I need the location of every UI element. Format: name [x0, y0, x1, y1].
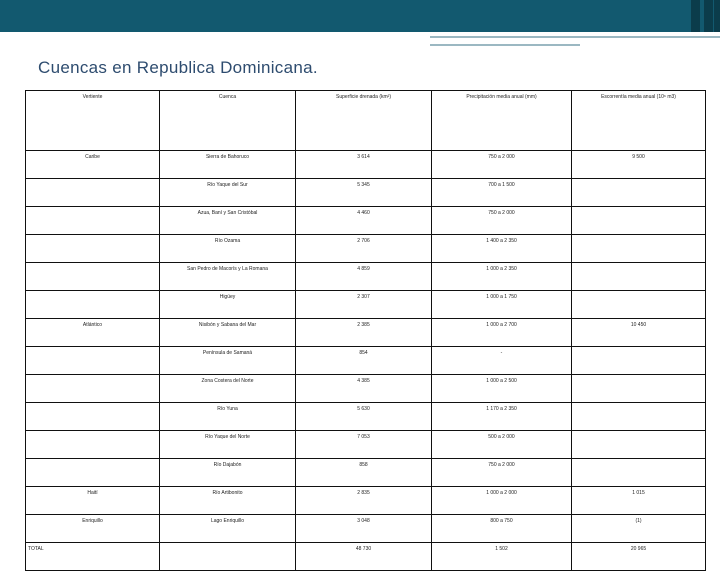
cell-superficie: 3 614: [296, 151, 432, 179]
cell-precipitacion: 1 000 a 1 750: [432, 291, 572, 319]
cell-vertiente: [26, 347, 160, 375]
table-row: [26, 403, 706, 431]
cell-vertiente: Enriquillo: [26, 515, 160, 543]
cell-superficie: 2 385: [296, 319, 432, 347]
cell-cuenca: Río Yaque del Norte: [160, 431, 296, 459]
cell-cuenca: Río Dajabón: [160, 459, 296, 487]
cell-superficie: 4 460: [296, 207, 432, 235]
table-row: [26, 263, 706, 291]
decorative-rule: [430, 36, 720, 38]
table-row: [26, 347, 706, 375]
table-row: [26, 487, 706, 515]
cell-escorrentia: (1): [572, 515, 706, 543]
cell-cuenca: [160, 543, 296, 571]
cell-precipitacion: 1 000 a 2 700: [432, 319, 572, 347]
cell-escorrentia: [572, 431, 706, 459]
header-vertiente: Vertiente: [26, 91, 160, 151]
header-precipitacion: Precipitación media anual (mm): [432, 91, 572, 151]
cell-escorrentia: [572, 207, 706, 235]
table-row: [26, 179, 706, 207]
cell-escorrentia: [572, 291, 706, 319]
cell-precipitacion: -: [432, 347, 572, 375]
cell-superficie: 5 345: [296, 179, 432, 207]
header-cuenca: Cuenca: [160, 91, 296, 151]
cell-cuenca: Nisibón y Sabana del Mar: [160, 319, 296, 347]
cell-precipitacion: 1 400 a 2 350: [432, 235, 572, 263]
basins-table: [25, 90, 706, 571]
cell-escorrentia: [572, 403, 706, 431]
cell-superficie: 854: [296, 347, 432, 375]
cell-vertiente: [26, 291, 160, 319]
cell-superficie: 2 835: [296, 487, 432, 515]
slide-title: Cuencas en Republica Dominicana.: [38, 58, 318, 77]
cell-vertiente: [26, 263, 160, 291]
cell-superficie: 48 730: [296, 543, 432, 571]
header-accent-block: [691, 0, 700, 32]
cell-escorrentia: [572, 179, 706, 207]
cell-vertiente: [26, 207, 160, 235]
table-row: [26, 207, 706, 235]
cell-cuenca: Higüey: [160, 291, 296, 319]
cell-precipitacion: 500 a 2 000: [432, 431, 572, 459]
cell-precipitacion: 1 000 a 2 000: [432, 487, 572, 515]
table-row: [26, 375, 706, 403]
cell-precipitacion: 750 a 2 000: [432, 151, 572, 179]
cell-superficie: 4 859: [296, 263, 432, 291]
header-escorrentia: Escorrentía media anual (10⁶ m3): [572, 91, 706, 151]
cell-escorrentia: 1 015: [572, 487, 706, 515]
cell-vertiente: [26, 403, 160, 431]
cell-precipitacion: 750 a 2 000: [432, 207, 572, 235]
cell-vertiente: [26, 375, 160, 403]
header-accent-block: [704, 0, 713, 32]
cell-cuenca: Río Yuna: [160, 403, 296, 431]
header-band: [0, 0, 720, 32]
table-header-row: [26, 91, 706, 151]
cell-cuenca: Zona Costera del Norte: [160, 375, 296, 403]
cell-escorrentia: [572, 347, 706, 375]
cell-vertiente: Caribe: [26, 151, 160, 179]
cell-superficie: 5 630: [296, 403, 432, 431]
cell-cuenca: Península de Samaná: [160, 347, 296, 375]
cell-superficie: 2 706: [296, 235, 432, 263]
table-row: [26, 151, 706, 179]
cell-escorrentia: [572, 263, 706, 291]
cell-precipitacion: 700 a 1 500: [432, 179, 572, 207]
cell-escorrentia: [572, 235, 706, 263]
cell-escorrentia: [572, 375, 706, 403]
cell-precipitacion: 1 502: [432, 543, 572, 571]
cell-escorrentia: 9 500: [572, 151, 706, 179]
header-accent-block: [714, 0, 720, 32]
cell-superficie: 858: [296, 459, 432, 487]
cell-cuenca: Lago Enriquillo: [160, 515, 296, 543]
cell-superficie: 2 307: [296, 291, 432, 319]
cell-precipitacion: 750 a 2 000: [432, 459, 572, 487]
table-total-row: [26, 543, 706, 571]
decorative-rule: [430, 44, 580, 46]
cell-vertiente: [26, 179, 160, 207]
cell-precipitacion: 1 000 a 2 350: [432, 263, 572, 291]
table-row: [26, 235, 706, 263]
cell-vertiente: Atlántico: [26, 319, 160, 347]
cell-vertiente: Haití: [26, 487, 160, 515]
cell-cuenca: Azua, Baní y San Cristóbal: [160, 207, 296, 235]
table-row: [26, 459, 706, 487]
cell-superficie: 4 385: [296, 375, 432, 403]
cell-precipitacion: 1 170 a 2 350: [432, 403, 572, 431]
table-row: [26, 431, 706, 459]
cell-vertiente: [26, 235, 160, 263]
cell-escorrentia: [572, 459, 706, 487]
cell-vertiente: [26, 431, 160, 459]
cell-precipitacion: 1 000 a 2 500: [432, 375, 572, 403]
header-superficie: Superficie drenada (km²): [296, 91, 432, 151]
cell-escorrentia: 10 450: [572, 319, 706, 347]
cell-superficie: 3 048: [296, 515, 432, 543]
cell-cuenca: Río Ozama: [160, 235, 296, 263]
table-row: [26, 319, 706, 347]
table-row: [26, 291, 706, 319]
cell-precipitacion: 800 a 750: [432, 515, 572, 543]
cell-cuenca: Sierra de Bahoruco: [160, 151, 296, 179]
cell-superficie: 7 053: [296, 431, 432, 459]
cell-cuenca: Río Artibonito: [160, 487, 296, 515]
cell-escorrentia: 20 965: [572, 543, 706, 571]
cell-total-label: TOTAL: [26, 543, 160, 571]
cell-cuenca: Río Yaque del Sur: [160, 179, 296, 207]
cell-cuenca: San Pedro de Macorís y La Romana: [160, 263, 296, 291]
cell-vertiente: [26, 459, 160, 487]
table-row: [26, 515, 706, 543]
